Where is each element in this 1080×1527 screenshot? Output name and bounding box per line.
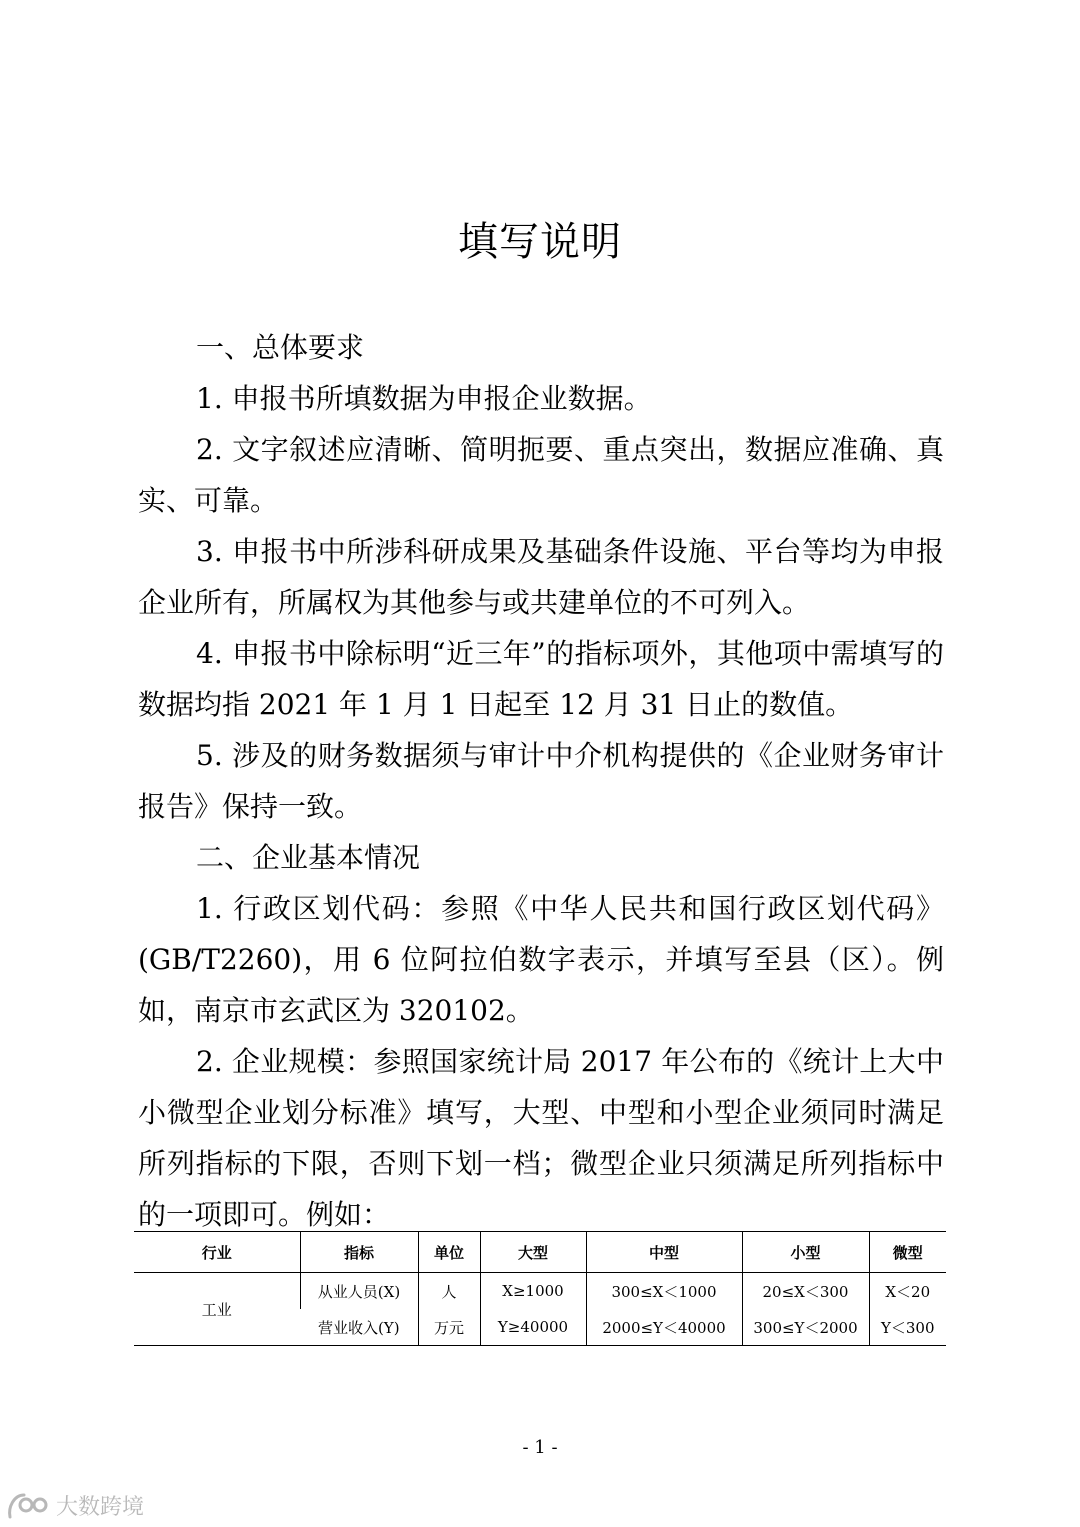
enterprise-scale-table	[134, 1231, 946, 1346]
table-cell: Y＜300	[869, 1309, 946, 1346]
table-header-cell: 单位	[418, 1232, 480, 1273]
table-cell: 营业收入(Y)	[300, 1309, 418, 1346]
table-cell: 人	[418, 1273, 480, 1310]
table-header-cell: 微型	[869, 1232, 946, 1273]
watermark	[6, 1490, 144, 1521]
table-header-cell: 大型	[480, 1232, 586, 1273]
paragraph-item: 1. 行政区划代码：参照《中华人民共和国行政区划代码》(GB/T2260)，用 6 位阿拉伯数字表示，并填写至县（区）。例如，南京市玄武区为 320102。	[138, 892, 944, 1027]
table-cell: Y≥40000	[480, 1309, 586, 1346]
watermark-logo-icon	[6, 1491, 50, 1521]
paragraph-item: 2. 企业规模：参照国家统计局 2017 年公布的《统计上大中小微型企业划分标准》填写，大型、中型和小型企业须同时满足所列指标的下限，否则下划一档；微型企业只须满足所列指标中的一项即可。例如：	[138, 1045, 944, 1231]
table-header-cell: 行业	[134, 1232, 300, 1273]
watermark-text: 大数跨境	[56, 1495, 145, 1520]
table-cell: 万元	[418, 1309, 480, 1346]
paragraph-item: 4. 申报书中除标明“近三年”的指标项外，其他项中需填写的数据均指 2021 年 1 月 1 日起至 12 月 31 日止的数值。	[138, 637, 944, 721]
paragraph-item: 3. 申报书中所涉科研成果及基础条件设施、平台等均为申报企业所有，所属权为其他参与或共建单位的不可列入。	[138, 535, 944, 619]
industry-cell: 工业	[134, 1273, 300, 1346]
table-cell: 300≤Y＜2000	[742, 1309, 869, 1346]
table-cell: X≥1000	[480, 1273, 586, 1310]
table-cell: 300≤X＜1000	[586, 1273, 742, 1310]
document-title: 填写说明	[458, 219, 622, 265]
paragraph-item: 1. 申报书所填数据为申报企业数据。	[196, 382, 652, 415]
table-cell: X＜20	[869, 1273, 946, 1310]
table-cell: 从业人员(X)	[300, 1273, 418, 1310]
table-header-cell: 小型	[742, 1232, 869, 1273]
section-heading-basic-info: 二、企业基本情况	[196, 841, 421, 874]
paragraph-item: 2. 文字叙述应清晰、简明扼要、重点突出，数据应准确、真实、可靠。	[138, 433, 944, 517]
table-header-cell: 指标	[300, 1232, 418, 1273]
section-heading-general: 一、总体要求	[196, 331, 365, 364]
table-cell: 2000≤Y＜40000	[586, 1309, 742, 1346]
table-row	[134, 1273, 946, 1310]
table-cell: 20≤X＜300	[742, 1273, 869, 1310]
table-header-cell: 中型	[586, 1232, 742, 1273]
paragraph-item: 5. 涉及的财务数据须与审计中介机构提供的《企业财务审计报告》保持一致。	[138, 739, 944, 823]
table-header-row	[134, 1232, 946, 1273]
page-number: - 1 -	[522, 1437, 558, 1458]
instructions-body	[138, 322, 944, 1240]
